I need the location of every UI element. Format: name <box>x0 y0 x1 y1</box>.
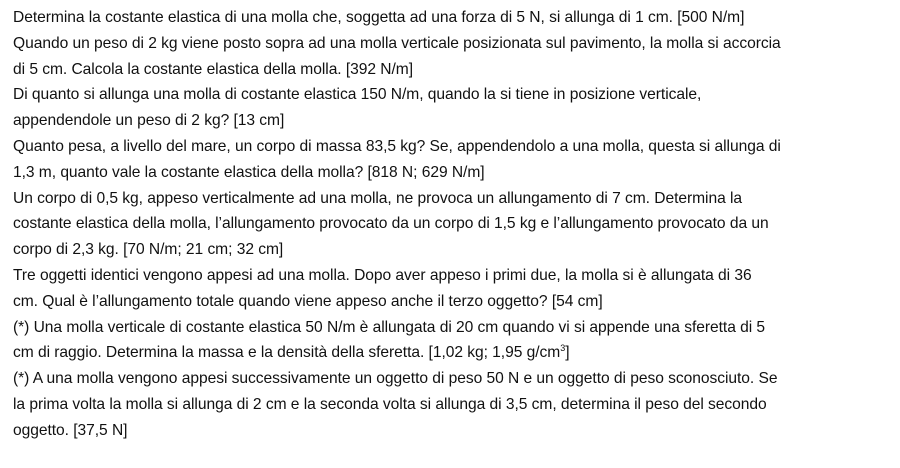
exercise-text-line: Un corpo di 0,5 kg, appeso verticalmente ad una molla, ne provoca un allungamento di 7 cm. Determina la <box>13 189 743 207</box>
exercise-text-line: (*) A una molla vengono appesi successivamente un oggetto di peso 50 N e un oggetto di peso sconosciuto. Se <box>13 370 778 388</box>
superscript-exponent: 3 <box>560 343 566 354</box>
exercise-text-line: di 5 cm. Calcola la costante elastica della molla. [392 N/m] <box>13 60 414 78</box>
exercise-text: cm di raggio. Determina la massa e la densità della sferetta. [1,02 kg; 1,95 g/cm <box>13 344 561 362</box>
exercise-text-line: (*) Una molla verticale di costante elastica 50 N/m è allungata di 20 cm quando vi si appende una sferetta di 5 <box>13 318 766 336</box>
exercise-text-line: Tre oggetti identici vengono appesi ad una molla. Dopo aver appeso i primi due, la molla si è allungata di 36 <box>13 266 752 284</box>
exercise-text-line: corpo di 2,3 kg. [70 N/m; 21 cm; 32 cm] <box>13 241 284 259</box>
exercise-text-line: costante elastica della molla, l’allungamento provocato da un corpo di 1,5 kg e l’allungamento provocato da un <box>13 215 769 233</box>
exercise-text-line: Determina la costante elastica di una molla che, soggetta ad una forza di 5 N, si allunga di 1 cm. [500 N/m] <box>13 9 745 26</box>
exercise-body-0-5kg <box>13 186 893 263</box>
exercise-text-line: oggetto. [37,5 N] <box>13 421 128 439</box>
exercise-weight-83kg <box>13 134 893 186</box>
exercise-three-objects <box>13 263 893 315</box>
exercise-text-line: la prima volta la molla si allunga di 2 cm e la seconda volta si allunga di 3,5 cm, determina il peso del secondo <box>13 395 767 413</box>
exercise-text-line: cm. Qual è l’allungamento totale quando viene appeso anche il terzo oggetto? [54 cm] <box>13 292 603 310</box>
exercise-spring-compression-2kg <box>13 31 893 83</box>
exercise-text-line: Quando un peso di 2 kg viene posto sopra ad una molla verticale posizionata sul pavimento, la molla si accorcia <box>13 34 781 52</box>
exercise-spring-elongation-150nm <box>13 82 893 134</box>
exercise-text-line-with-superscript <box>13 340 893 366</box>
exercise-text-line: Quanto pesa, a livello del mare, un corpo di massa 83,5 kg? Se, appendendolo a una molla, questa si allunga di <box>13 137 781 155</box>
exercise-text-line: Di quanto si allunga una molla di costante elastica 150 N/m, quando la si tiene in posizione verticale, <box>13 86 702 104</box>
exercise-list <box>13 5 893 444</box>
exercise-sphere-density <box>13 315 893 367</box>
exercise-text-line: appendendole un peso di 2 kg? [13 cm] <box>13 112 285 130</box>
exercise-spring-constant-5n <box>13 5 893 31</box>
closing-bracket: ] <box>565 344 570 362</box>
exercise-unknown-weight <box>13 366 893 443</box>
exercise-text-line: 1,3 m, quanto vale la costante elastica della molla? [818 N; 629 N/m] <box>13 163 485 181</box>
